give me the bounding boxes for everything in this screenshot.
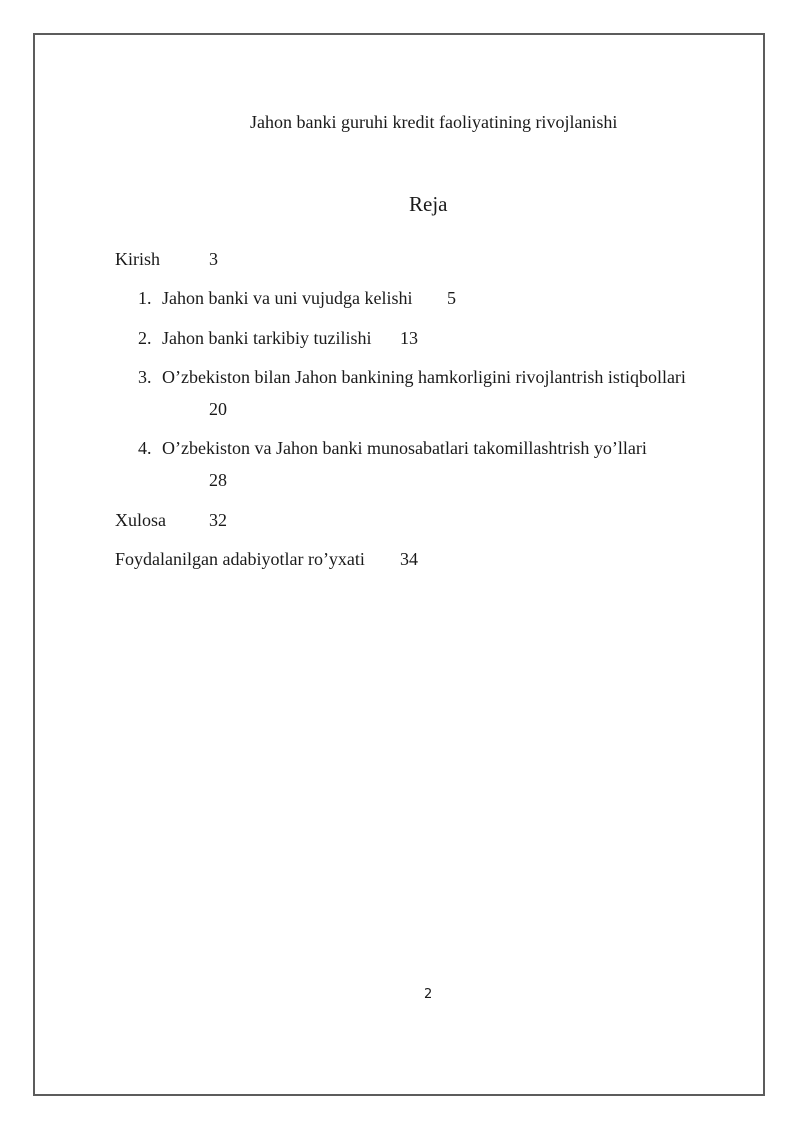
toc-entry-page: 32 — [209, 510, 227, 530]
document-title: Jahon banki guruhi kredit faoliyatining rivojlanishi — [250, 112, 618, 132]
toc-entry-number: 2. — [138, 328, 152, 348]
plan-heading: Reja — [409, 192, 448, 216]
toc-entry-label: Kirish — [115, 249, 160, 269]
toc-entry-number: 3. — [138, 367, 152, 387]
toc-entry-page: 28 — [209, 470, 227, 490]
toc-entry-label: Jahon banki va uni vujudga kelishi — [162, 288, 413, 308]
toc-entry-label: O’zbekiston va Jahon banki munosabatlari takomillashtrish yo’llari — [162, 438, 647, 458]
toc-entry-label: O’zbekiston bilan Jahon bankining hamkorligini rivojlantrish istiqbollari — [162, 367, 686, 387]
page-number: 2 — [424, 987, 433, 1002]
toc-entry-page: 3 — [209, 249, 218, 269]
toc-entry-number: 4. — [138, 438, 152, 458]
toc-entry-label: Xulosa — [115, 510, 166, 530]
toc-entry-number: 1. — [138, 288, 152, 308]
toc-entry-label: Foydalanilgan adabiyotlar ro’yxati — [115, 549, 365, 569]
toc-entry-page: 5 — [447, 288, 456, 308]
toc-entry-page: 34 — [400, 549, 418, 569]
toc-entry-page: 20 — [209, 399, 227, 419]
toc-entry-page: 13 — [400, 328, 418, 348]
toc-entry-label: Jahon banki tarkibiy tuzilishi — [162, 328, 372, 348]
